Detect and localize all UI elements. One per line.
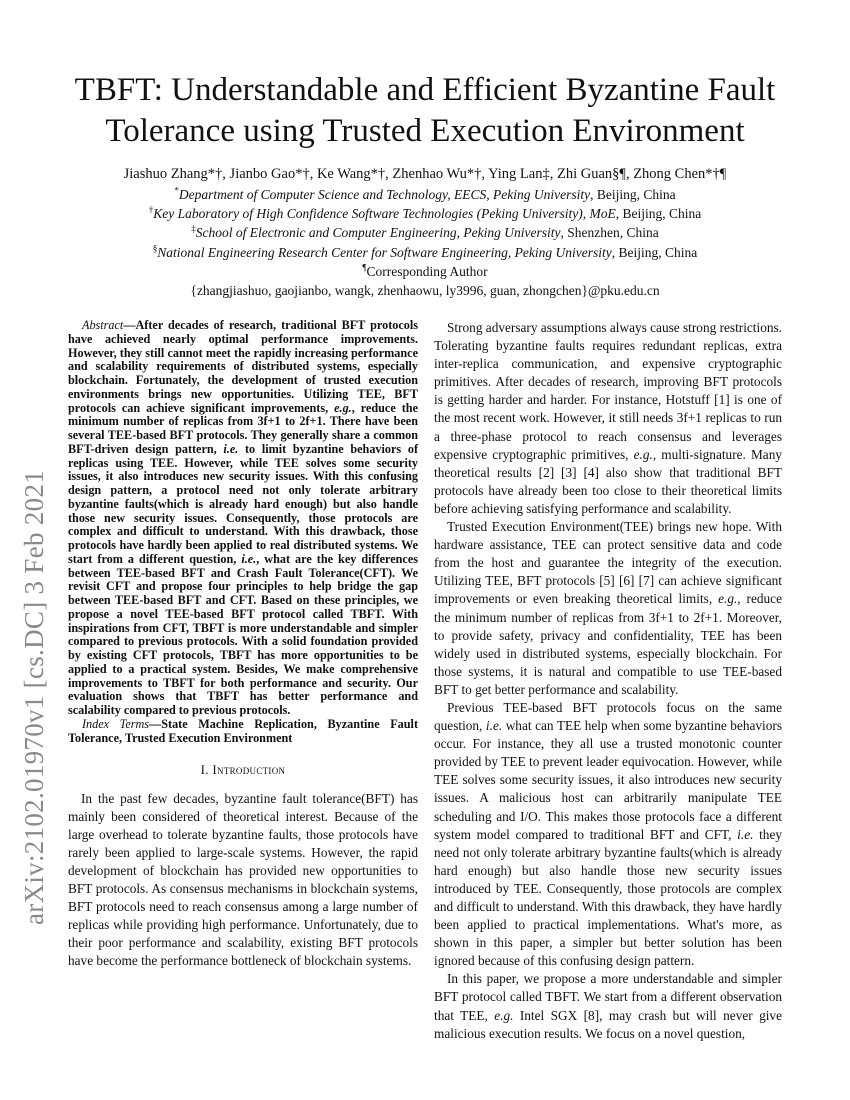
index-terms: Index Terms—State Machine Replication, Byzantine Fault Tolerance, Trusted Execution Environment (68, 716, 419, 745)
affiliations-block (40, 185, 810, 300)
body-paragraph: Strong adversary assumptions always cause strong restrictions. Tolerating byzantine faults requires redundant replicas, extra inter-replica communication, and expensive cryptographic primitives. After decades of research, improving BFT protocols is getting harder and harder. For instance, Hotstuff [1] is one of the most recent work. However, it still needs 3f+1 replicas to run a three-phase protocol to reach consensus and leverages expensive cryptographic primitives, e.g., multi-signature. Many theoretical results [2] [3] [4] also show that traditional BFT protocols have already been too close to their theoretical limits before achieving satisfying performance and scalability. (434, 320, 783, 516)
body-paragraph: Trusted Execution Environment(TEE) brings new hope. With hardware assistance, TEE can protect sensitive data and code from the host and guarantee the integrity of the execution. Utilizing TEE, BFT protocols [5] [6] [7] can achieve significant improvements or even breaking theoretical limits, e.g., reduce the minimum number of replicas from 3f+1 to 2f+1. Moreover, to provide safety, privacy and confidentiality, TEE has been widely used in distributed systems, especially blockchain. For those systems, it is natural and compatible to use TEE-based BFT to get better performance and scalability. (434, 519, 782, 697)
left-column (68, 319, 418, 970)
affiliation-line: ‡School of Electronic and Computer Engineering, Peking University, Shenzhen, China (191, 223, 659, 241)
body-paragraph: Previous TEE-based BFT protocols focus on the same question, i.e. what can TEE help when some byzantine behaviors occur. For instance, they all use a trusted monotonic counter provided by TEE to prevent leader equivocation. However, while TEE solves some security issues, it also introduces new security issues. A malicious host can arbitrarily manipulate TEE scheduling and I/O. This makes those protocols face a different system model compared to traditional BFT and CFT, i.e. they need not only tolerate arbitrary byzantine faults(which is already hard enough) but also handle those new security issues introduced by TEE. Consequently, those protocols are complex and difficult to understand. With this drawback, they have hardly been applied to practical implementations. What's more, as shown in this paper, a simpler but better solution has been ignored because of this confusing design pattern. (434, 699, 783, 969)
corresponding-author-note: ¶Corresponding Author (362, 262, 488, 279)
arxiv-identifier-stamp: arXiv:2102.01970v1 [cs.DC] 3 Feb 2021 (19, 469, 49, 925)
paper-title-line-1: TBFT: Understandable and Efficient Byzantine Fault (74, 72, 776, 108)
abstract: Abstract—After decades of research, traditional BFT protocols have achieved nearly optimal performance improvements. However, they still cannot meet the rapidly increasing performance and scalability requirements of distributed systems, especially blockchain. Fortunately, the development of trusted execution environments brings new opportunities. Utilizing TEE, BFT protocols can achieve significant improvements, e.g., reduce the minimum number of replicas from 3f+1 to 2f+1. There have been several TEE-based BFT protocols. They generally share a common BFT-driven design pattern, i.e. to limit byzantine behaviors of replicas using TEE. However, while TEE solves some security issues, it also introduces new security issues. With this confusing design pattern, a protocol need not only tolerate arbitrary byzantine faults(which is already hard enough) but also handle those new security issues. Consequently, those protocols are complex and difficult to understand. With this drawback, those protocols have hardly been applied to real distributed systems. We start from a different question, i.e., what are the key differences between TEE-based BFT and Crash Fault Tolerance(CFT). We revisit CFT and propose four principles to help bridge the gap between TEE-based BFT and CFT. Based on these principles, we propose a novel TEE-based BFT protocol called TBFT. With inspirations from CFT, TBFT is more understandable and simpler compared to previous protocols. With a solid foundation provided by existing CFT protocols, TBFT has more opportunities to be applied to a practical system. Besides, We make comprehensive improvements to TBFT for both performance and security. Our evaluation shows that TBFT has better performance and scalability compared to previous protocols. (68, 318, 418, 717)
paper-title (40, 70, 810, 152)
section-heading-introduction: I. Introduction (200, 762, 286, 778)
paper-title-line-2: Tolerance using Trusted Execution Environment (105, 113, 745, 149)
body-paragraph: In this paper, we propose a more understandable and simpler BFT protocol called TBFT. We start from a different observation that TEE, e.g. Intel SGX [8], may crash but will never give malicious execution results. We focus on a novel question, (434, 971, 782, 1041)
author-list: Jiashuo Zhang*†, Jianbo Gao*†, Ke Wang*†, Zhenhao Wu*†, Ying Lan‡, Zhi Guan§¶, Zhong Chen*†¶ (123, 166, 727, 182)
intro-paragraph: In the past few decades, byzantine fault tolerance(BFT) has mainly been considered of theoretical interest. Because of the large overhead to tolerate byzantine faults, those protocols have rarely been applied to large-scale systems. However, the rapid development of blockchain has provided new opportunities to BFT protocols. As consensus mechanisms in blockchain systems, BFT protocols need to reach consensus among a large number of replicas while providing high performance. Unfortunately, due to their poor performance and scalability, existing BFT protocols have become the performance bottleneck of blockchain systems. (68, 790, 418, 969)
affiliation-line: †Key Laboratory of High Confidence Software Technologies (Peking University), MoE, Beijing, China (148, 204, 702, 222)
affiliation-line: §National Engineering Research Center for Software Engineering, Peking University, Beijing, China (152, 243, 698, 260)
right-column (434, 319, 782, 1043)
affiliation-line: *Department of Computer Science and Technology, EECS, Peking University, Beijing, China (174, 185, 676, 202)
author-emails: {zhangjiashuo, gaojianbo, wangk, zhenhaowu, ly3996, guan, zhongchen}@pku.edu.cn (190, 283, 660, 299)
